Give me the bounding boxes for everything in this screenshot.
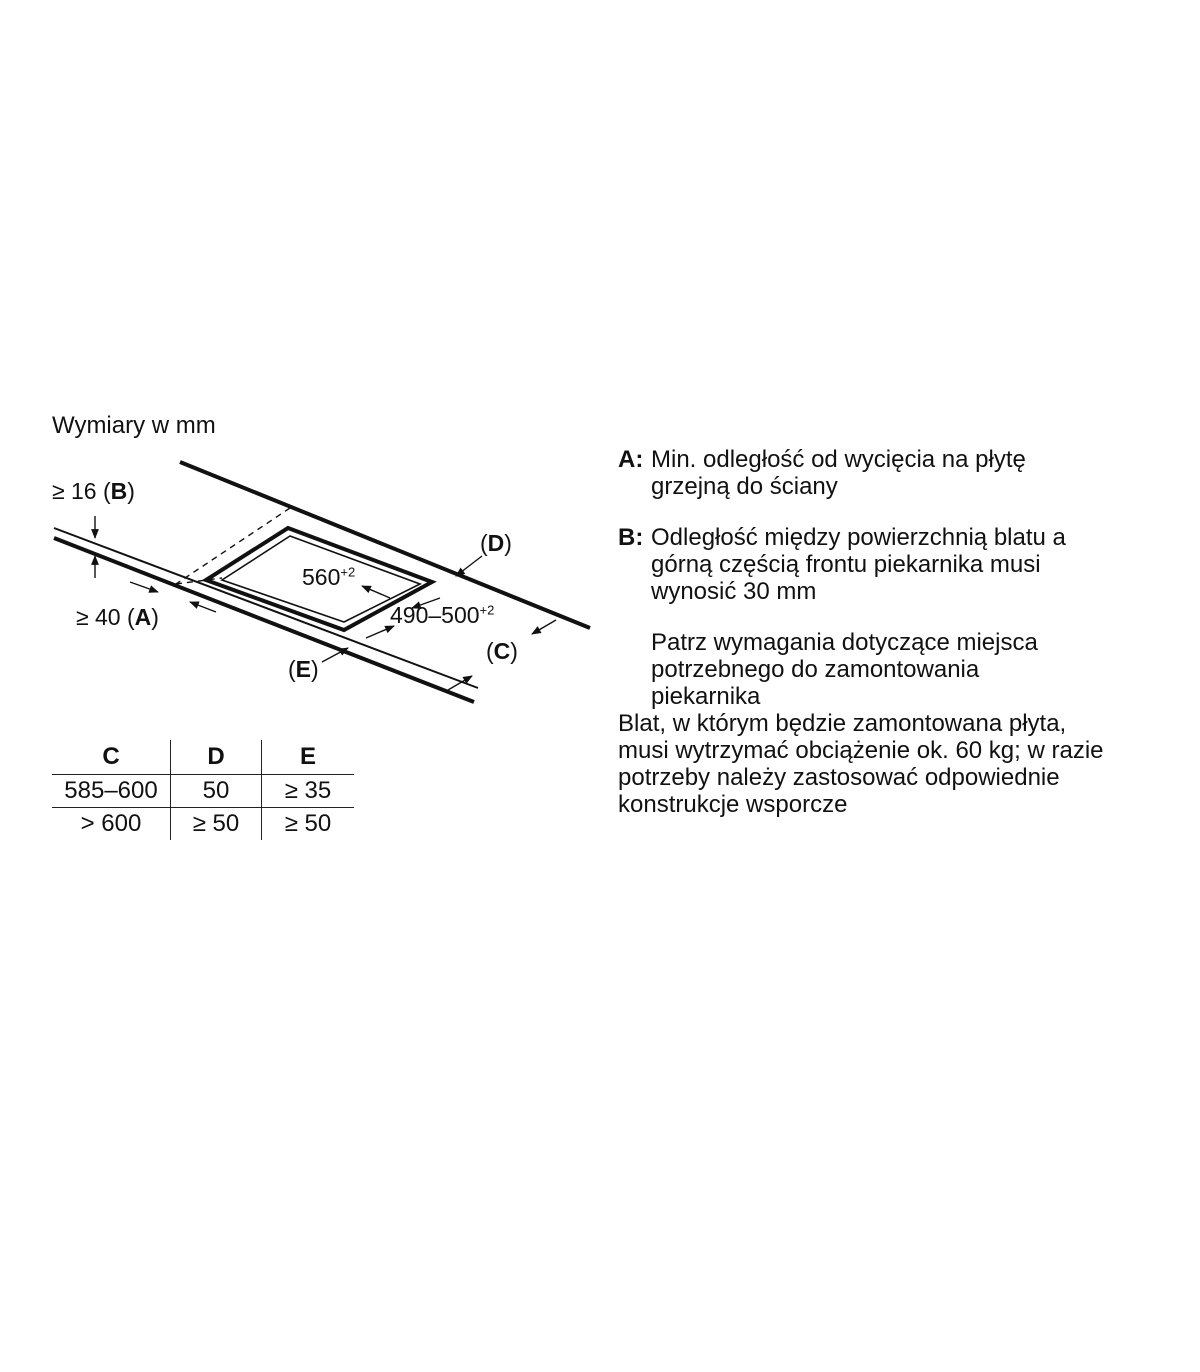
dimension-d-label: (D) xyxy=(480,530,512,556)
table-row xyxy=(52,775,354,808)
table-header-c: C xyxy=(102,743,120,770)
note-a-text: Min. odległość od wycięcia na płytę grzejną do ściany xyxy=(651,446,1026,500)
table-header-d: D xyxy=(171,740,262,775)
caption: Wymiary w mm xyxy=(52,412,216,439)
table-header-e: E xyxy=(262,740,355,775)
table-cell: ≥ 35 xyxy=(262,775,355,808)
note-a xyxy=(618,446,1178,500)
note-b-key: B: xyxy=(618,524,644,551)
table-cell: 50 xyxy=(171,775,262,808)
table-row xyxy=(52,808,354,841)
dimension-c-label: (C) xyxy=(486,638,518,664)
cutout-depth-label: $490-500^{+2}$ xyxy=(390,602,495,628)
countertop-back-edge xyxy=(180,462,590,628)
table-cell: 585–600 xyxy=(52,775,171,808)
table-cell: ≥ 50 xyxy=(262,808,355,841)
note-oven-reference: Patrz wymagania dotyczące miejsca potrzebnego do zamontowania piekarnika xyxy=(651,629,1038,710)
dimension-b-label: ≥ 16 (B) xyxy=(52,478,135,504)
note-b xyxy=(618,524,1178,605)
dimension-e-label: (E) xyxy=(288,656,319,682)
note-a-key: A: xyxy=(618,446,644,473)
dimension-a-label: ≥ 40 (A) xyxy=(76,604,159,630)
note-b-text: Odległość między powierzchnią blatu a górną częścią frontu piekarnika musi wynosić 30 mm xyxy=(651,524,1066,605)
note-countertop-load: Blat, w którym będzie zamontowana płyta, musi wytrzymać obciążenie ok. 60 kg; w razie potrzeby należy zastosować odpowiednie konstrukcje wsporcze xyxy=(618,710,1104,818)
clearance-table xyxy=(52,740,354,840)
cutout-width-label: $560^{+2}$ xyxy=(302,564,356,590)
notes-panel xyxy=(618,446,1178,818)
table-cell: > 600 xyxy=(52,808,171,841)
table-cell: ≥ 50 xyxy=(171,808,262,841)
